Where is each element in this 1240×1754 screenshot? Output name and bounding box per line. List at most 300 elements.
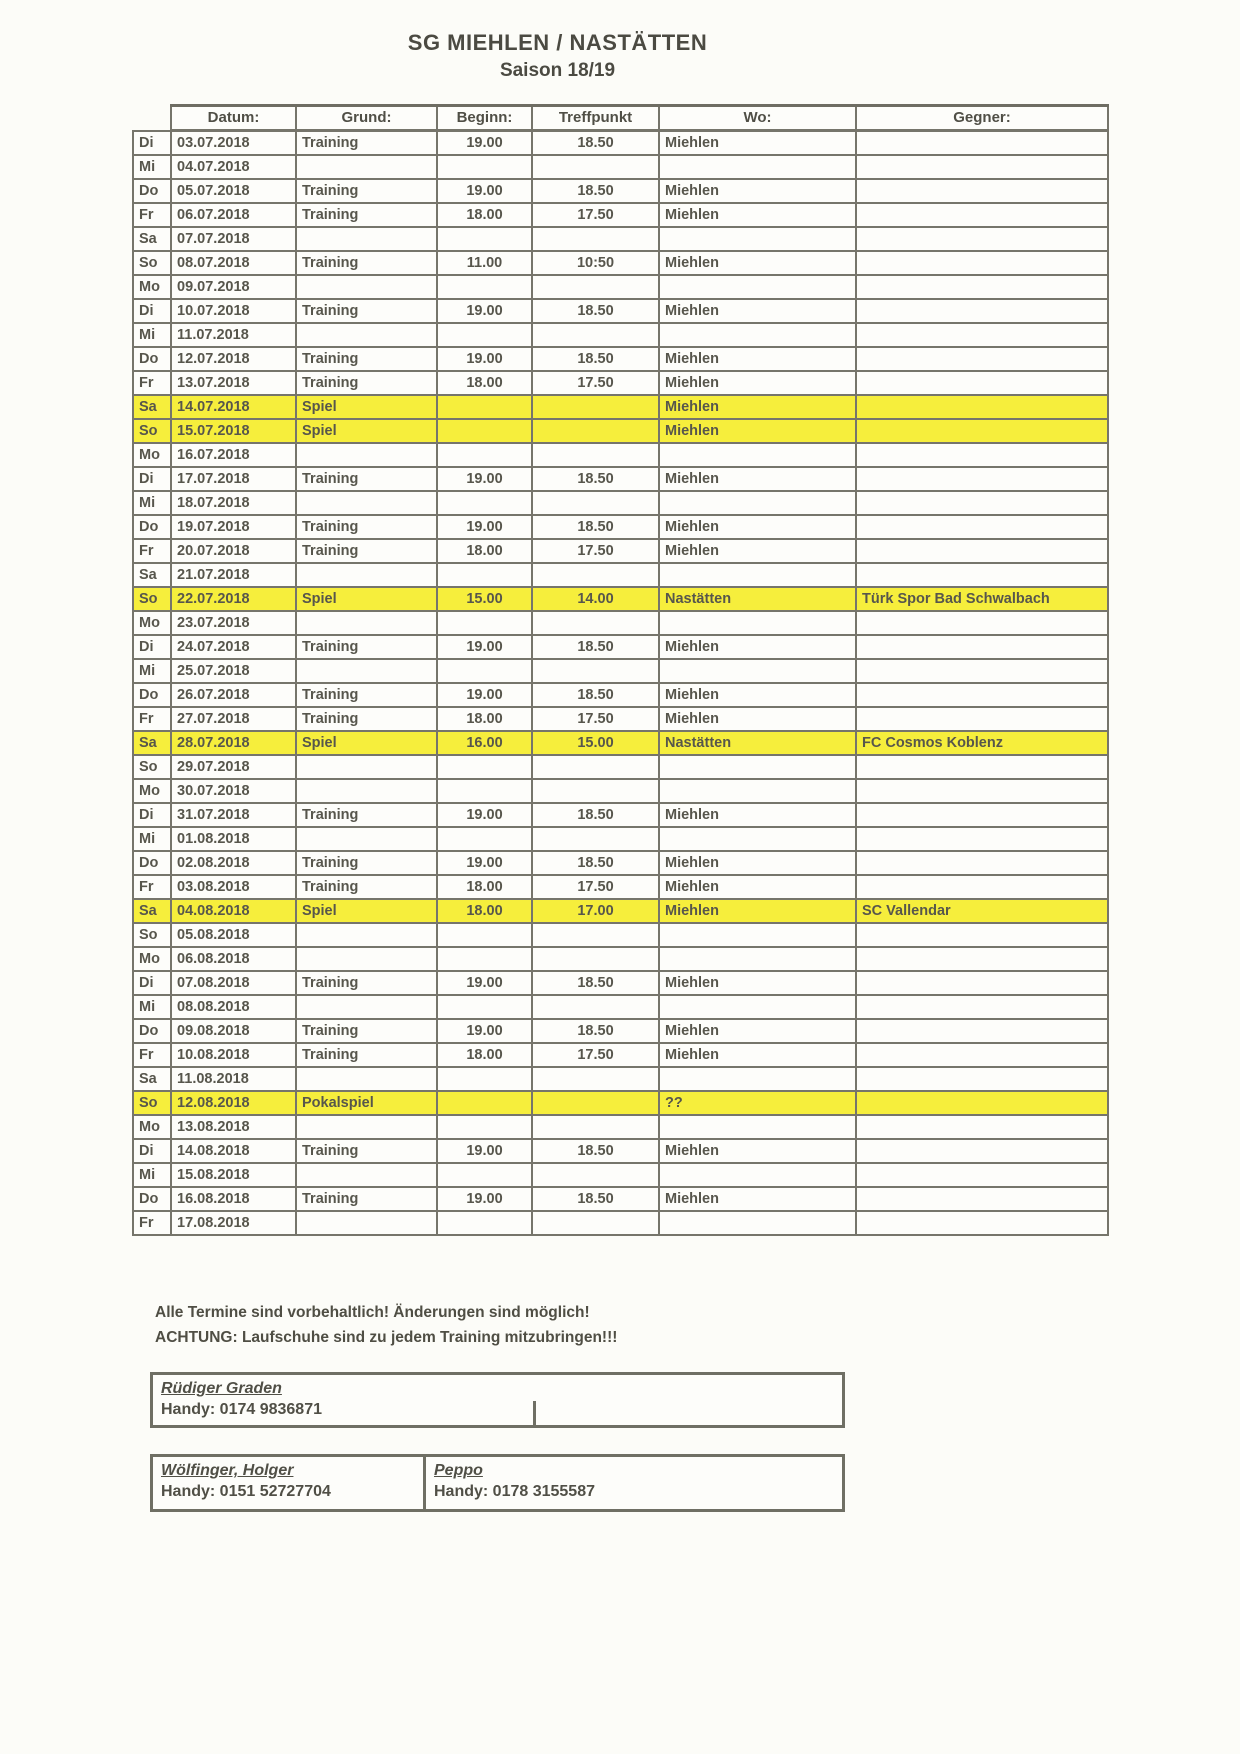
table-row [133, 923, 1108, 947]
cell-grund [296, 563, 437, 587]
cell-beginn: 19.00 [437, 299, 532, 323]
header-row [133, 106, 1108, 131]
cell-day: Mo [133, 779, 171, 803]
cell-day: Do [133, 683, 171, 707]
cell-day: Mi [133, 491, 171, 515]
cell-datum: 14.07.2018 [171, 395, 296, 419]
cell-day: So [133, 923, 171, 947]
cell-day: Di [133, 803, 171, 827]
cell-grund [296, 827, 437, 851]
cell-gegner: SC Vallendar [856, 899, 1108, 923]
cell-datum: 15.07.2018 [171, 419, 296, 443]
cell-beginn: 16.00 [437, 731, 532, 755]
cell-beginn [437, 155, 532, 179]
cell-day: Do [133, 347, 171, 371]
table-row [133, 779, 1108, 803]
cell-beginn [437, 491, 532, 515]
cell-day: Mo [133, 1115, 171, 1139]
cell-gegner: Türk Spor Bad Schwalbach [856, 587, 1108, 611]
cell-day: Mo [133, 443, 171, 467]
cell-gegner [856, 563, 1108, 587]
cell-grund: Spiel [296, 899, 437, 923]
cell-gegner [856, 1115, 1108, 1139]
cell-wo [659, 275, 856, 299]
cell-grund: Training [296, 131, 437, 155]
table-row [133, 971, 1108, 995]
table-row [133, 491, 1108, 515]
cell-day: Sa [133, 1067, 171, 1091]
table-row [133, 371, 1108, 395]
cell-gegner [856, 1043, 1108, 1067]
cell-treffpunkt [532, 323, 659, 347]
cell-beginn: 19.00 [437, 635, 532, 659]
cell-gegner [856, 1139, 1108, 1163]
contact-cell-peppo [423, 1457, 842, 1509]
cell-beginn: 18.00 [437, 1043, 532, 1067]
cell-grund [296, 1115, 437, 1139]
cell-day: Sa [133, 563, 171, 587]
cell-treffpunkt [532, 755, 659, 779]
cell-gegner [856, 251, 1108, 275]
cell-datum: 12.07.2018 [171, 347, 296, 371]
cell-grund: Training [296, 875, 437, 899]
cell-gegner [856, 779, 1108, 803]
cell-beginn: 18.00 [437, 539, 532, 563]
cell-treffpunkt [532, 491, 659, 515]
cell-gegner [856, 443, 1108, 467]
cell-day: Sa [133, 395, 171, 419]
cell-beginn [437, 923, 532, 947]
cell-treffpunkt [532, 779, 659, 803]
table-row [133, 443, 1108, 467]
cell-wo: Miehlen [659, 803, 856, 827]
cell-wo [659, 923, 856, 947]
cell-gegner [856, 995, 1108, 1019]
cell-datum: 30.07.2018 [171, 779, 296, 803]
table-row [133, 1115, 1108, 1139]
cell-gegner [856, 419, 1108, 443]
cell-grund: Training [296, 179, 437, 203]
cell-beginn: 19.00 [437, 1187, 532, 1211]
cell-grund [296, 659, 437, 683]
table-row [133, 563, 1108, 587]
cell-grund: Training [296, 851, 437, 875]
cell-beginn [437, 995, 532, 1019]
cell-beginn: 15.00 [437, 587, 532, 611]
cell-grund: Spiel [296, 731, 437, 755]
cell-wo: Miehlen [659, 539, 856, 563]
cell-gegner [856, 323, 1108, 347]
cell-datum: 18.07.2018 [171, 491, 296, 515]
cell-day: Mi [133, 1163, 171, 1187]
cell-day: Mo [133, 611, 171, 635]
cell-treffpunkt [532, 827, 659, 851]
table-row [133, 755, 1108, 779]
cell-grund: Training [296, 515, 437, 539]
cell-datum: 20.07.2018 [171, 539, 296, 563]
cell-wo: Miehlen [659, 251, 856, 275]
cell-datum: 06.08.2018 [171, 947, 296, 971]
cell-beginn [437, 1163, 532, 1187]
cell-treffpunkt: 18.50 [532, 467, 659, 491]
cell-day: Do [133, 1187, 171, 1211]
cell-datum: 17.08.2018 [171, 1211, 296, 1235]
cell-treffpunkt: 18.50 [532, 131, 659, 155]
cell-wo [659, 323, 856, 347]
cell-gegner [856, 1187, 1108, 1211]
table-row [133, 1163, 1108, 1187]
cell-datum: 31.07.2018 [171, 803, 296, 827]
cell-treffpunkt [532, 563, 659, 587]
cell-treffpunkt: 17.50 [532, 1043, 659, 1067]
table-row [133, 203, 1108, 227]
cell-day: Mo [133, 275, 171, 299]
cell-grund: Training [296, 1019, 437, 1043]
cell-datum: 04.08.2018 [171, 899, 296, 923]
cell-grund: Training [296, 707, 437, 731]
table-row [133, 539, 1108, 563]
cell-datum: 11.07.2018 [171, 323, 296, 347]
cell-treffpunkt: 17.50 [532, 371, 659, 395]
cell-grund: Spiel [296, 395, 437, 419]
cell-grund [296, 1067, 437, 1091]
contact-name-wolfinger: Wölfinger, Holger [161, 1462, 294, 1479]
cell-treffpunkt [532, 611, 659, 635]
note-achtung: ACHTUNG: Laufschuhe sind zu jedem Training mitzubringen!!! [155, 1329, 618, 1346]
table-row [133, 227, 1108, 251]
cell-treffpunkt [532, 1163, 659, 1187]
cell-gegner [856, 347, 1108, 371]
table-row [133, 1067, 1108, 1091]
cell-gegner [856, 299, 1108, 323]
cell-grund [296, 491, 437, 515]
table-row [133, 851, 1108, 875]
cell-gegner [856, 947, 1108, 971]
table-row [133, 1091, 1108, 1115]
cell-treffpunkt: 18.50 [532, 1139, 659, 1163]
cell-beginn [437, 419, 532, 443]
table-row [133, 347, 1108, 371]
cell-treffpunkt: 18.50 [532, 1019, 659, 1043]
cell-gegner [856, 707, 1108, 731]
cell-grund [296, 1211, 437, 1235]
cell-datum: 14.08.2018 [171, 1139, 296, 1163]
cell-beginn [437, 947, 532, 971]
cell-day: Fr [133, 1211, 171, 1235]
cell-day: Di [133, 635, 171, 659]
cell-gegner [856, 227, 1108, 251]
cell-grund: Spiel [296, 587, 437, 611]
cell-wo: Nastätten [659, 587, 856, 611]
cell-day: Di [133, 467, 171, 491]
cell-treffpunkt: 18.50 [532, 803, 659, 827]
cell-wo [659, 491, 856, 515]
cell-gegner: FC Cosmos Koblenz [856, 731, 1108, 755]
table-row [133, 1043, 1108, 1067]
cell-beginn: 19.00 [437, 971, 532, 995]
cell-datum: 09.07.2018 [171, 275, 296, 299]
cell-grund [296, 923, 437, 947]
table-row [133, 1187, 1108, 1211]
cell-wo: Miehlen [659, 851, 856, 875]
cell-datum: 03.08.2018 [171, 875, 296, 899]
cell-treffpunkt: 17.50 [532, 707, 659, 731]
cell-beginn [437, 755, 532, 779]
cell-day: Mo [133, 947, 171, 971]
cell-gegner [856, 1211, 1108, 1235]
cell-grund: Training [296, 971, 437, 995]
cell-treffpunkt [532, 1091, 659, 1115]
table-row [133, 275, 1108, 299]
cell-wo: Miehlen [659, 1043, 856, 1067]
cell-gegner [856, 1091, 1108, 1115]
cell-beginn [437, 1091, 532, 1115]
cell-day: So [133, 755, 171, 779]
cell-treffpunkt: 18.50 [532, 299, 659, 323]
cell-gegner [856, 827, 1108, 851]
cell-beginn: 18.00 [437, 707, 532, 731]
cell-gegner [856, 683, 1108, 707]
cell-grund: Training [296, 1139, 437, 1163]
cell-grund: Training [296, 1043, 437, 1067]
cell-treffpunkt [532, 995, 659, 1019]
cell-datum: 16.08.2018 [171, 1187, 296, 1211]
cell-gegner [856, 179, 1108, 203]
cell-wo: Miehlen [659, 467, 856, 491]
cell-gegner [856, 539, 1108, 563]
cell-wo: Miehlen [659, 1019, 856, 1043]
schedule-table [132, 104, 1109, 1236]
cell-wo: Miehlen [659, 1139, 856, 1163]
cell-beginn [437, 1067, 532, 1091]
cell-treffpunkt: 18.50 [532, 851, 659, 875]
cell-treffpunkt: 18.50 [532, 347, 659, 371]
cell-datum: 25.07.2018 [171, 659, 296, 683]
cell-datum: 09.08.2018 [171, 1019, 296, 1043]
cell-datum: 28.07.2018 [171, 731, 296, 755]
cell-grund [296, 947, 437, 971]
cell-treffpunkt: 18.50 [532, 971, 659, 995]
header-datum: Datum: [171, 106, 296, 131]
table-row [133, 731, 1108, 755]
cell-treffpunkt [532, 275, 659, 299]
cell-treffpunkt: 10:50 [532, 251, 659, 275]
cell-day: Fr [133, 875, 171, 899]
cell-day: Di [133, 299, 171, 323]
table-row [133, 875, 1108, 899]
cell-beginn: 11.00 [437, 251, 532, 275]
cell-grund [296, 227, 437, 251]
cell-treffpunkt [532, 1211, 659, 1235]
cell-datum: 29.07.2018 [171, 755, 296, 779]
cell-gegner [856, 395, 1108, 419]
table-row [133, 395, 1108, 419]
box-divider-mark [533, 1401, 536, 1427]
cell-day: Sa [133, 227, 171, 251]
cell-day: So [133, 251, 171, 275]
cell-grund: Training [296, 467, 437, 491]
cell-datum: 07.08.2018 [171, 971, 296, 995]
cell-wo: Miehlen [659, 971, 856, 995]
cell-day: Do [133, 1019, 171, 1043]
cell-datum: 06.07.2018 [171, 203, 296, 227]
cell-gegner [856, 875, 1108, 899]
cell-gegner [856, 851, 1108, 875]
contact-name-peppo: Peppo [434, 1462, 483, 1479]
page-title: SG MIEHLEN / NASTÄTTEN [407, 30, 708, 55]
cell-beginn: 18.00 [437, 203, 532, 227]
note-vorbehalt: Alle Termine sind vorbehaltlich! Änderungen sind möglich! [155, 1304, 590, 1321]
cell-grund [296, 275, 437, 299]
cell-grund [296, 755, 437, 779]
cell-treffpunkt [532, 1115, 659, 1139]
cell-day: Di [133, 971, 171, 995]
cell-gegner [856, 371, 1108, 395]
cell-treffpunkt [532, 443, 659, 467]
cell-gegner [856, 131, 1108, 155]
cell-wo: ?? [659, 1091, 856, 1115]
cell-treffpunkt [532, 1067, 659, 1091]
cell-gegner [856, 203, 1108, 227]
cell-wo: Miehlen [659, 707, 856, 731]
table-row [133, 659, 1108, 683]
cell-grund: Training [296, 299, 437, 323]
cell-beginn: 19.00 [437, 179, 532, 203]
cell-day: Do [133, 179, 171, 203]
cell-gegner [856, 155, 1108, 179]
cell-wo [659, 779, 856, 803]
contact-box-graden [150, 1372, 845, 1428]
header-gegner: Gegner: [856, 106, 1108, 131]
table-row [133, 179, 1108, 203]
cell-wo [659, 443, 856, 467]
cell-datum: 04.07.2018 [171, 155, 296, 179]
cell-day: Do [133, 515, 171, 539]
cell-gegner [856, 611, 1108, 635]
cell-gegner [856, 467, 1108, 491]
cell-wo [659, 1211, 856, 1235]
cell-wo [659, 947, 856, 971]
cell-datum: 11.08.2018 [171, 1067, 296, 1091]
table-row [133, 635, 1108, 659]
cell-beginn [437, 323, 532, 347]
cell-datum: 13.08.2018 [171, 1115, 296, 1139]
table-row [133, 707, 1108, 731]
table-row [133, 419, 1108, 443]
table-row [133, 587, 1108, 611]
cell-day: Fr [133, 1043, 171, 1067]
notes-block [155, 1300, 617, 1350]
cell-treffpunkt [532, 155, 659, 179]
cell-datum: 26.07.2018 [171, 683, 296, 707]
table-row [133, 299, 1108, 323]
cell-day: Di [133, 1139, 171, 1163]
cell-gegner [856, 1067, 1108, 1091]
cell-day: So [133, 1091, 171, 1115]
cell-gegner [856, 635, 1108, 659]
cell-treffpunkt: 17.50 [532, 539, 659, 563]
cell-day: Do [133, 851, 171, 875]
cell-treffpunkt: 18.50 [532, 635, 659, 659]
table-row [133, 323, 1108, 347]
contact-phone-peppo: Handy: 0178 3155587 [434, 1483, 595, 1500]
cell-datum: 13.07.2018 [171, 371, 296, 395]
cell-day: So [133, 419, 171, 443]
cell-gegner [856, 491, 1108, 515]
cell-beginn: 18.00 [437, 899, 532, 923]
contact-box-wolfinger-peppo [150, 1454, 845, 1512]
cell-beginn [437, 827, 532, 851]
cell-beginn: 18.00 [437, 371, 532, 395]
cell-day: Di [133, 131, 171, 155]
cell-wo: Miehlen [659, 899, 856, 923]
cell-gegner [856, 803, 1108, 827]
cell-datum: 05.07.2018 [171, 179, 296, 203]
table-row [133, 515, 1108, 539]
cell-wo [659, 659, 856, 683]
cell-gegner [856, 971, 1108, 995]
cell-day: Mi [133, 155, 171, 179]
cell-datum: 02.08.2018 [171, 851, 296, 875]
table-row [133, 1139, 1108, 1163]
cell-day: Mi [133, 659, 171, 683]
cell-datum: 17.07.2018 [171, 467, 296, 491]
cell-wo [659, 1067, 856, 1091]
cell-grund: Training [296, 803, 437, 827]
cell-treffpunkt: 18.50 [532, 1187, 659, 1211]
cell-grund [296, 995, 437, 1019]
cell-grund: Spiel [296, 419, 437, 443]
cell-beginn: 19.00 [437, 515, 532, 539]
cell-datum: 10.07.2018 [171, 299, 296, 323]
cell-datum: 27.07.2018 [171, 707, 296, 731]
cell-day: So [133, 587, 171, 611]
cell-datum: 12.08.2018 [171, 1091, 296, 1115]
cell-beginn [437, 443, 532, 467]
cell-wo: Miehlen [659, 683, 856, 707]
contact-phone-graden: Handy: 0174 9836871 [161, 1401, 322, 1418]
cell-wo [659, 563, 856, 587]
header-treffpunkt: Treffpunkt [532, 106, 659, 131]
cell-beginn: 19.00 [437, 467, 532, 491]
cell-day: Fr [133, 707, 171, 731]
cell-datum: 19.07.2018 [171, 515, 296, 539]
cell-day: Fr [133, 539, 171, 563]
cell-grund: Training [296, 203, 437, 227]
table-row [133, 611, 1108, 635]
cell-datum: 21.07.2018 [171, 563, 296, 587]
cell-wo: Miehlen [659, 371, 856, 395]
table-row [133, 251, 1108, 275]
schedule-body [133, 131, 1108, 1235]
contact-phone-wolfinger: Handy: 0151 52727704 [161, 1483, 331, 1500]
cell-grund: Training [296, 683, 437, 707]
cell-gegner [856, 1163, 1108, 1187]
cell-wo: Miehlen [659, 347, 856, 371]
cell-grund [296, 1163, 437, 1187]
cell-wo: Miehlen [659, 875, 856, 899]
cell-day: Sa [133, 731, 171, 755]
cell-datum: 22.07.2018 [171, 587, 296, 611]
cell-beginn: 19.00 [437, 347, 532, 371]
cell-wo: Miehlen [659, 395, 856, 419]
cell-datum: 23.07.2018 [171, 611, 296, 635]
table-row [133, 467, 1108, 491]
cell-day: Sa [133, 899, 171, 923]
cell-datum: 15.08.2018 [171, 1163, 296, 1187]
cell-gegner [856, 923, 1108, 947]
cell-treffpunkt [532, 227, 659, 251]
